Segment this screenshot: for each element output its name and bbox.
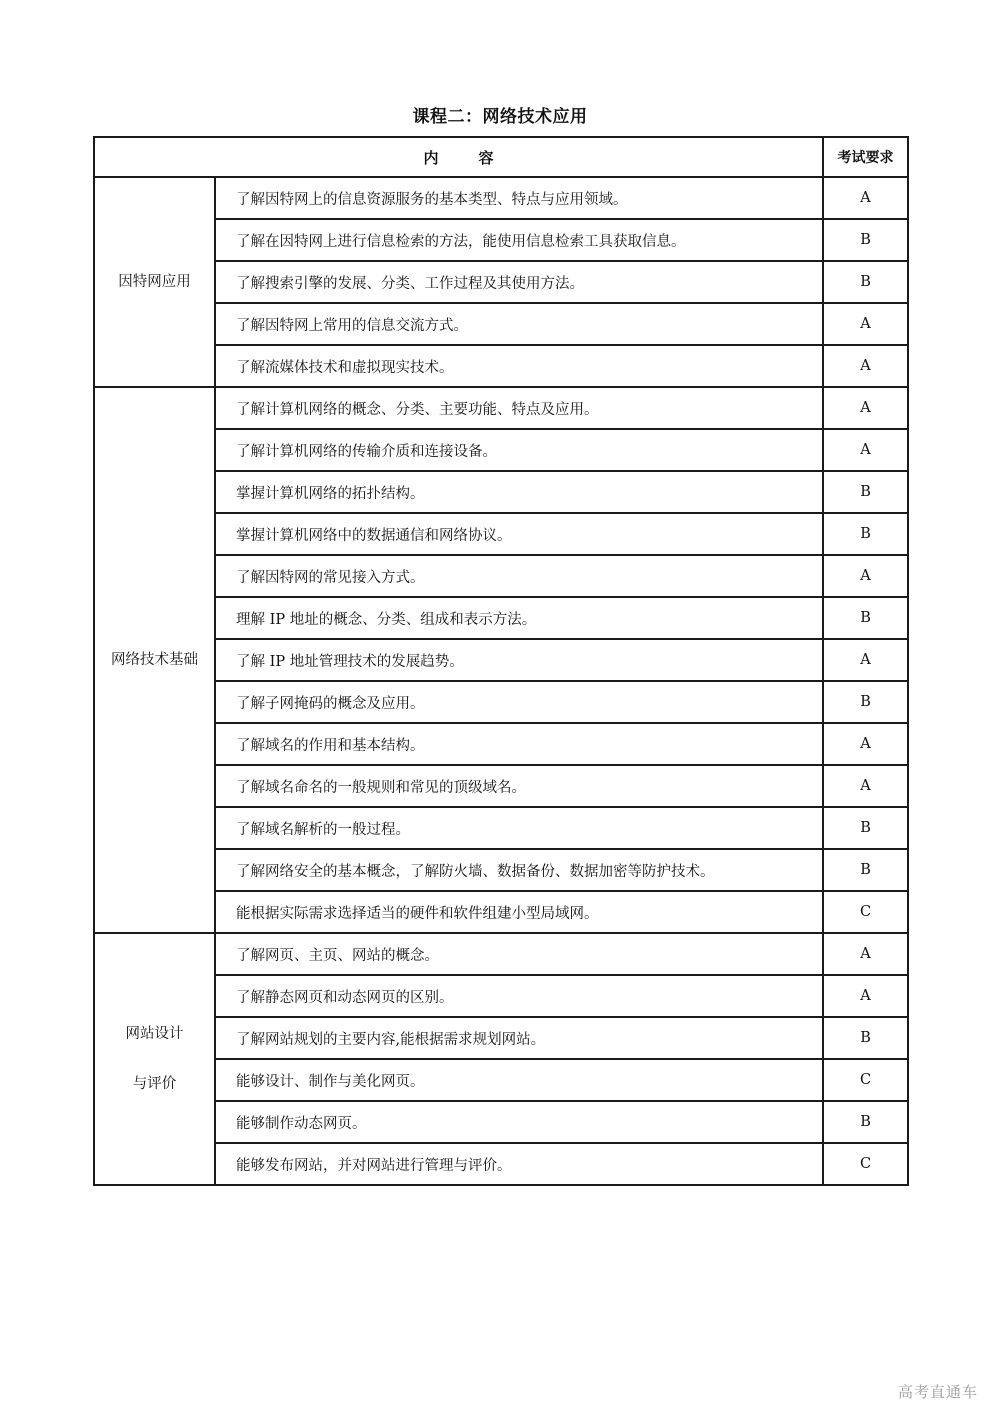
table-row xyxy=(94,513,908,555)
table-row xyxy=(94,1017,908,1059)
table-row xyxy=(94,261,908,303)
requirement-level: A xyxy=(823,429,908,471)
requirement-item: 了解域名命名的一般规则和常见的顶级域名。 xyxy=(215,765,823,807)
requirement-level: A xyxy=(823,723,908,765)
requirement-item: 了解在因特网上进行信息检索的方法，能使用信息检索工具获取信息。 xyxy=(215,219,823,261)
category-label: 网络技术基础 xyxy=(111,652,198,668)
requirement-level: A xyxy=(823,975,908,1017)
category-label: 因特网应用 xyxy=(118,274,191,290)
requirement-item: 了解因特网上的信息资源服务的基本类型、特点与应用领域。 xyxy=(215,177,823,219)
requirement-item: 能够设计、制作与美化网页。 xyxy=(215,1059,823,1101)
requirement-item: 了解因特网上常用的信息交流方式。 xyxy=(215,303,823,345)
requirement-item: 理解 IP 地址的概念、分类、组成和表示方法。 xyxy=(215,597,823,639)
table-row xyxy=(94,639,908,681)
requirement-level: C xyxy=(823,891,908,933)
category-label: 与评价 xyxy=(132,1076,177,1092)
table-row xyxy=(94,177,908,219)
requirement-level: C xyxy=(823,1059,908,1101)
requirement-level: B xyxy=(823,261,908,303)
requirement-item: 能根据实际需求选择适当的硬件和软件组建小型局域网。 xyxy=(215,891,823,933)
requirement-item: 了解子网掩码的概念及应用。 xyxy=(215,681,823,723)
requirement-item: 了解计算机网络的概念、分类、主要功能、特点及应用。 xyxy=(215,387,823,429)
table-row xyxy=(94,681,908,723)
table-body xyxy=(94,177,908,1185)
requirement-level: A xyxy=(823,303,908,345)
table-row xyxy=(94,1059,908,1101)
requirement-level: B xyxy=(823,849,908,891)
requirement-level: A xyxy=(823,177,908,219)
page-title: 课程二：网络技术应用 xyxy=(412,107,588,127)
table-row xyxy=(94,303,908,345)
exam-requirements-table xyxy=(93,136,909,1186)
requirement-level: B xyxy=(823,1017,908,1059)
table-row xyxy=(94,975,908,1017)
table-row xyxy=(94,345,908,387)
table-row xyxy=(94,807,908,849)
table-row xyxy=(94,891,908,933)
requirement-item: 了解域名的作用和基本结构。 xyxy=(215,723,823,765)
requirement-item: 了解静态网页和动态网页的区别。 xyxy=(215,975,823,1017)
category-label: 网站设计 xyxy=(125,1026,184,1042)
requirement-item: 掌握计算机网络中的数据通信和网络协议。 xyxy=(215,513,823,555)
requirement-level: A xyxy=(823,639,908,681)
requirement-level: B xyxy=(823,513,908,555)
requirement-item: 掌握计算机网络的拓扑结构。 xyxy=(215,471,823,513)
requirement-level: B xyxy=(823,597,908,639)
category-cell xyxy=(94,933,215,1185)
table-row xyxy=(94,429,908,471)
requirement-item: 能够发布网站，并对网站进行管理与评价。 xyxy=(215,1143,823,1185)
requirement-level: A xyxy=(823,345,908,387)
requirement-item: 了解网络安全的基本概念，了解防火墙、数据备份、数据加密等防护技术。 xyxy=(215,849,823,891)
table-row xyxy=(94,1101,908,1143)
table-row xyxy=(94,849,908,891)
table-row xyxy=(94,1143,908,1185)
requirement-level: B xyxy=(823,471,908,513)
requirement-item: 了解因特网的常见接入方式。 xyxy=(215,555,823,597)
requirement-item: 了解网页、主页、网站的概念。 xyxy=(215,933,823,975)
content-column-header: 内容 xyxy=(94,137,823,177)
requirement-item: 了解计算机网络的传输介质和连接设备。 xyxy=(215,429,823,471)
requirement-level: A xyxy=(823,387,908,429)
requirement-item: 能够制作动态网页。 xyxy=(215,1101,823,1143)
requirement-item: 了解域名解析的一般过程。 xyxy=(215,807,823,849)
requirement-level: B xyxy=(823,807,908,849)
requirement-item: 了解搜索引擎的发展、分类、工作过程及其使用方法。 xyxy=(215,261,823,303)
table-row xyxy=(94,597,908,639)
requirement-level: A xyxy=(823,765,908,807)
table-row xyxy=(94,387,908,429)
table-row xyxy=(94,933,908,975)
requirement-item: 了解网站规划的主要内容,能根据需求规划网站。 xyxy=(215,1017,823,1059)
requirement-level: B xyxy=(823,1101,908,1143)
table-header-row xyxy=(94,137,908,177)
requirement-level: C xyxy=(823,1143,908,1185)
requirement-level: B xyxy=(823,219,908,261)
requirement-item: 了解流媒体技术和虚拟现实技术。 xyxy=(215,345,823,387)
table-row xyxy=(94,471,908,513)
requirement-level: A xyxy=(823,555,908,597)
requirement-level: A xyxy=(823,933,908,975)
table-row xyxy=(94,555,908,597)
watermark: 高考直通车 xyxy=(897,1383,978,1401)
requirement-item: 了解 IP 地址管理技术的发展趋势。 xyxy=(215,639,823,681)
table-row xyxy=(94,219,908,261)
category-cell xyxy=(94,177,215,387)
table-row xyxy=(94,723,908,765)
category-cell xyxy=(94,387,215,933)
requirement-column-header: 考试要求 xyxy=(823,137,908,177)
table-row xyxy=(94,765,908,807)
requirement-level: B xyxy=(823,681,908,723)
